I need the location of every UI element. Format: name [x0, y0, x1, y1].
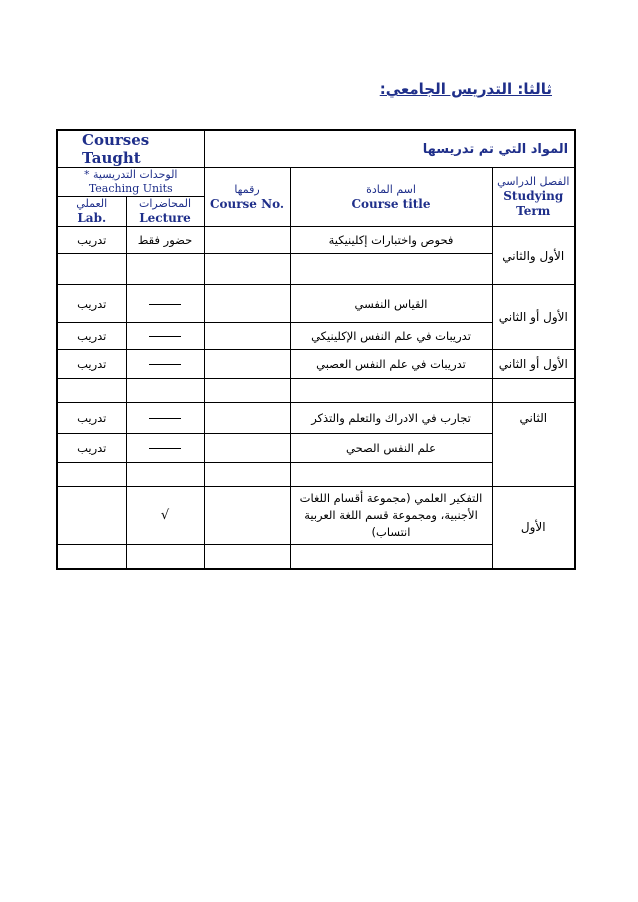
- course-title-en: Course title: [351, 196, 431, 211]
- lecture-cell: [126, 285, 204, 323]
- course-title-cell: [290, 379, 492, 403]
- table-row: [57, 285, 575, 323]
- term-en: Studying Term: [503, 189, 564, 218]
- lab-cell: تدريب: [57, 227, 126, 254]
- lecture-en: Lecture: [139, 211, 191, 225]
- lab-cell: تدريب: [57, 350, 126, 379]
- term-cell: الأول أو الثاني: [492, 350, 575, 379]
- course-no-cell: [204, 434, 290, 463]
- course-no-ar: رقمها: [234, 182, 260, 196]
- term-cell: الثاني: [492, 403, 575, 487]
- lab-header: [57, 197, 126, 227]
- course-no-cell: [204, 487, 290, 545]
- dash-mark: [149, 304, 181, 305]
- lecture-cell: [126, 323, 204, 350]
- lab-cell: [57, 254, 126, 285]
- courses-taught-title: Courses Taught: [57, 130, 204, 168]
- lecture-cell: √: [126, 487, 204, 545]
- course-no-cell: [204, 463, 290, 487]
- dash-mark: [149, 448, 181, 449]
- lecture-header: [126, 197, 204, 227]
- lecture-cell: [126, 379, 204, 403]
- course-title-cell: تجارب في الادراك والتعلم والتذكر: [290, 403, 492, 434]
- course-title-cell: تدريبات في علم النفس العصبي: [290, 350, 492, 379]
- course-title-cell: القياس النفسي: [290, 285, 492, 323]
- lab-cell: [57, 487, 126, 545]
- course-no-cell: [204, 227, 290, 254]
- course-no-cell: [204, 379, 290, 403]
- lab-cell: [57, 545, 126, 569]
- lab-cell: تدريب: [57, 403, 126, 434]
- table-row: [57, 487, 575, 545]
- lecture-cell: [126, 254, 204, 285]
- lecture-cell: [126, 403, 204, 434]
- lab-cell: [57, 379, 126, 403]
- table-row: [57, 227, 575, 254]
- table-row: [57, 403, 575, 434]
- teaching-units-ar: الوحدات التدريسية *: [84, 168, 178, 181]
- table-title-row: [57, 130, 575, 168]
- course-title-cell: فحوص واختبارات إكلينيكية: [290, 227, 492, 254]
- course-title-ar: اسم المادة: [366, 182, 416, 196]
- courses-taught-title-ar: المواد التي تم تدريسها: [204, 130, 575, 168]
- lecture-cell: [126, 545, 204, 569]
- course-title-cell: علم النفس الصحي: [290, 434, 492, 463]
- lecture-cell: [126, 434, 204, 463]
- course-no-cell: [204, 545, 290, 569]
- course-title-cell: [290, 463, 492, 487]
- dash-mark: [149, 364, 181, 365]
- course-no-cell: [204, 254, 290, 285]
- course-title-header: [290, 168, 492, 227]
- teaching-units-en: Teaching Units: [88, 182, 173, 195]
- lecture-cell: حضور فقط: [126, 227, 204, 254]
- course-title-cell: [290, 254, 492, 285]
- course-no-cell: [204, 285, 290, 323]
- course-no-cell: [204, 323, 290, 350]
- term-cell: الأول أو الثاني: [492, 285, 575, 350]
- term-cell: الأول: [492, 487, 575, 569]
- term-header: [492, 168, 575, 227]
- lab-cell: تدريب: [57, 323, 126, 350]
- dash-mark: [149, 418, 181, 419]
- course-title-cell: [290, 545, 492, 569]
- lab-cell: تدريب: [57, 285, 126, 323]
- teaching-units-header: [57, 168, 204, 197]
- table-row: [57, 379, 575, 403]
- course-title-cell: تدريبات في علم النفس الإكلينيكي: [290, 323, 492, 350]
- course-no-en: Course No.: [209, 196, 285, 211]
- lab-en: Lab.: [77, 211, 107, 225]
- term-ar: الفصل الدراسي: [497, 175, 570, 188]
- section-heading: ثالثا: التدريس الجامعي:: [379, 80, 552, 98]
- term-cell: الأول والثاني: [492, 227, 575, 285]
- course-no-cell: [204, 350, 290, 379]
- course-no-header: [204, 168, 290, 227]
- lecture-ar: المحاضرات: [138, 197, 192, 210]
- lecture-cell: [126, 350, 204, 379]
- term-cell: [492, 379, 575, 403]
- courses-table: [56, 129, 576, 570]
- table-row: [57, 350, 575, 379]
- lecture-cell: [126, 463, 204, 487]
- lab-cell: تدريب: [57, 434, 126, 463]
- dash-mark: [149, 336, 181, 337]
- course-title-cell: التفكير العلمي (مجموعة أقسام اللغات الأجنبية، ومجموعة قسم اللغة العربية انتساب): [290, 487, 492, 545]
- lab-ar: العملي: [76, 197, 108, 210]
- header-row-1: [57, 168, 575, 197]
- course-no-cell: [204, 403, 290, 434]
- lab-cell: [57, 463, 126, 487]
